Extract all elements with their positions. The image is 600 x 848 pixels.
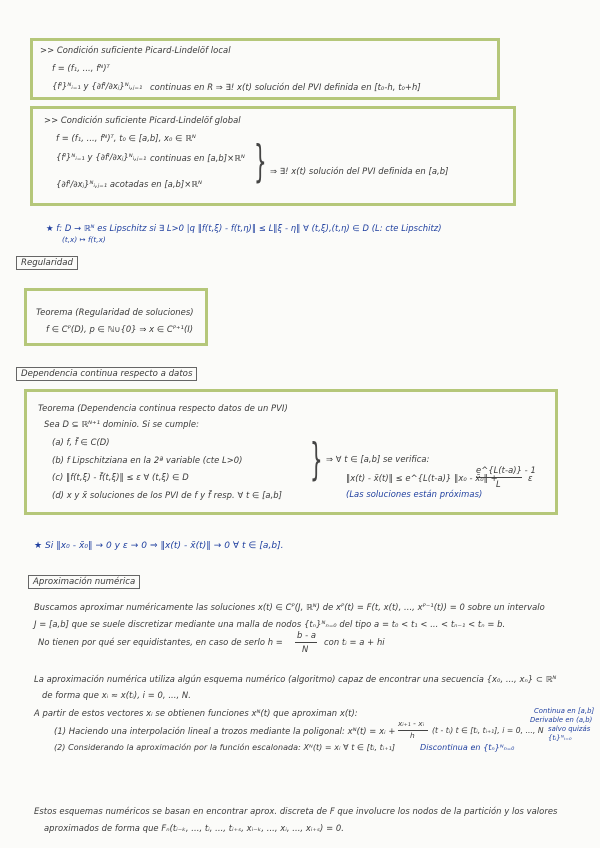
global-condition-brace: } (254, 136, 267, 187)
approx-p1-line2: J = [a,b] que se suele discretizar mediante una malla de nodos {tₙ}ᴺₙ₌₀ del tipo a = t₀ < t₁ < ... < tₙ₋₁ < tₙ = b. (34, 619, 506, 629)
global-condition-line3: {∂fᴵ/∂xⱼ}ᴺᵢ,ⱼ₌₁ acotadas en [a,b]×ℝᴺ (56, 179, 202, 189)
approx-p2-line1: La aproximación numérica utiliza algún esquema numérico (algoritmo) capaz de encontrar una secuencia {x₀, ..., xₙ} ⊂ ℝᴺ (34, 674, 557, 684)
dependence-item-b: (b) f Lipschitziana en la 2ª variable (cte L>0) (52, 455, 243, 465)
dependence-frac-den: L (496, 479, 501, 489)
dependence-result-1: ⇒ ∀ t ∈ [a,b] se verifica: (326, 454, 430, 464)
dependence-item-a: (a) f, f̃ ∈ C(D) (52, 437, 110, 447)
dependence-result-2: ‖x(t) - x̃(t)‖ ≤ e^{L(t-a)} ‖x₀ - x̃₀‖ + (346, 473, 498, 483)
approx-p4-line1: Estos esquemas numéricos se basan en encontrar aprox. discreta de F que involucre los nodos de la partición y los valores (34, 806, 558, 816)
approx-p3-item2: (2) Considerando la aproximación por la función escalonada: Xᴺ(t) = xᵢ ∀ t ∈ [tᵢ, tᵢ₊₁] (54, 743, 396, 752)
side-note-salvo: salvo quizás (548, 725, 591, 733)
dependence-brace: } (310, 434, 323, 485)
approx-p3-item2-note: Discontinua en {tₙ}ᴺₙ₌₀ (420, 743, 515, 752)
global-condition-result: ⇒ ∃! x(t) solución del PVI definida en [a,b] (270, 166, 449, 176)
local-condition-line2a: {fᴵ}ᴺᵢ₌₁ y {∂fᴵ/∂xⱼ}ᴺᵢ,ⱼ₌₁ (52, 81, 143, 91)
dependence-result-note: (Las soluciones están próximas) (346, 489, 483, 499)
dependence-theorem-title: Teorema (Dependencia continua respecto datos de un PVI) (38, 403, 288, 413)
section-tag-regularidad: Regularidad (16, 256, 78, 270)
approx-p2-line2: de forma que xᵢ ≈ x(tᵢ), i = 0, ..., N. (42, 690, 191, 700)
approx-p1-line3-end: con tᵢ = a + hi (324, 637, 385, 647)
regularity-theorem-body: f ∈ Cᴾ(D), p ∈ ℕ∪{0} ⇒ x ∈ Cᴾ⁺¹(I) (46, 324, 194, 334)
approx-p1-frac-den: N (302, 644, 309, 654)
approx-p1-line1: Buscamos aproximar numéricamente las soluciones x(t) ∈ Cᴾ(J, ℝᴺ) de xᴾ(t) = F(t, x(t), ..., xᴾ⁻¹(t)) = 0 sobre un intervalo (34, 602, 545, 612)
side-note-continua: Continua en [a,b] (534, 707, 595, 715)
regularity-theorem-title: Teorema (Regularidad de soluciones) (36, 307, 194, 317)
approx-p1-frac-line (295, 642, 317, 643)
local-condition-line1: f = (f₁, ..., fᴺ)ᵀ (52, 63, 110, 73)
section-tag-aproximacion: Aproximación numérica (28, 575, 140, 589)
approx-p3-item1: (1) Haciendo una interpolación lineal a trozos mediante la poligonal: xᴺ(t) = xᵢ + (54, 726, 396, 736)
approx-p3-item1-end: (t - tᵢ) t ∈ [tᵢ, tᵢ₊₁], i = 0, ..., N (432, 726, 544, 735)
lipschitz-definition: ★ f: D → ℝᴺ es Lipschitz si ∃ L>0 |q ‖f(t,ξ) - f(t,η)‖ ≤ L‖ξ - η‖ ∀ (t,ξ),(t,η) ∈ D (L: cte Lipschitz) (46, 223, 442, 233)
dependence-frac-num: e^{L(t-a)} - 1 (476, 465, 536, 475)
side-note-derivable: Derivable en (a,b) (530, 716, 593, 724)
dependence-result-eps: ε (528, 473, 533, 483)
global-condition-line2b: continuas en [a,b]×ℝᴺ (150, 153, 245, 163)
approx-p3-item1-num: xᵢ₊₁ - xᵢ (398, 719, 425, 728)
approx-p3-line1: A partir de estos vectores xᵢ se obtienen funciones xᴺ(t) que aproximan x(t): (34, 708, 358, 718)
side-note-nodes: {tᵢ}ᴺᵢ₌₀ (548, 734, 572, 742)
global-condition-title: >> Condición suficiente Picard-Lindelöf global (44, 115, 241, 125)
continuity-implication: ★ Si ‖x₀ - x̃₀‖ → 0 y ε → 0 ⇒ ‖x(t) - x̃(t)‖ → 0 ∀ t ∈ [a,b]. (34, 541, 284, 551)
local-condition-line2b: continuas en R ⇒ ∃! x(t) solución del PVI definida en [t₀-h, t₀+h] (150, 82, 421, 92)
approx-p1-line3: No tienen por qué ser equidistantes, en caso de serlo h = (38, 637, 283, 647)
lipschitz-mapping: (t,x) ↦ f(t,x) (62, 235, 106, 244)
approx-p3-item1-den: h (410, 731, 415, 740)
dependence-sea: Sea D ⊆ ℝᴺ⁺¹ dominio. Si se cumple: (44, 419, 200, 429)
approx-p4-line2: aproximados de forma que Fₙ(tᵢ₋ₖ, ..., tᵢ, ..., tᵢ₊ₛ, xᵢ₋ₖ, ..., xᵢ, ..., xᵢ₊ₛ) = 0. (44, 823, 344, 833)
section-tag-dependencia: Dependencia continua respecto a datos (16, 367, 197, 381)
dependence-frac-line (476, 477, 522, 478)
regularity-theorem-box (24, 288, 208, 346)
dependence-item-d: (d) x y x̃ soluciones de los PVI de f y f̃ resp. ∀ t ∈ [a,b] (52, 490, 282, 500)
approx-p1-frac-num: b - a (297, 630, 317, 640)
local-condition-title: >> Condición suficiente Picard-Lindelöf local (40, 45, 231, 55)
global-condition-line2a: {fᴵ}ᴺᵢ₌₁ y {∂fᴵ/∂xⱼ}ᴺᵢ,ⱼ₌₁ (56, 152, 147, 162)
global-condition-line1: f = (f₁, ..., fᴺ)ᵀ, t₀ ∈ [a,b], x₀ ∈ ℝᴺ (56, 133, 196, 143)
dependence-item-c: (c) ‖f(t,ξ) - f̃(t,ξ)‖ ≤ ε ∀ (t,ξ) ∈ D (52, 472, 189, 482)
